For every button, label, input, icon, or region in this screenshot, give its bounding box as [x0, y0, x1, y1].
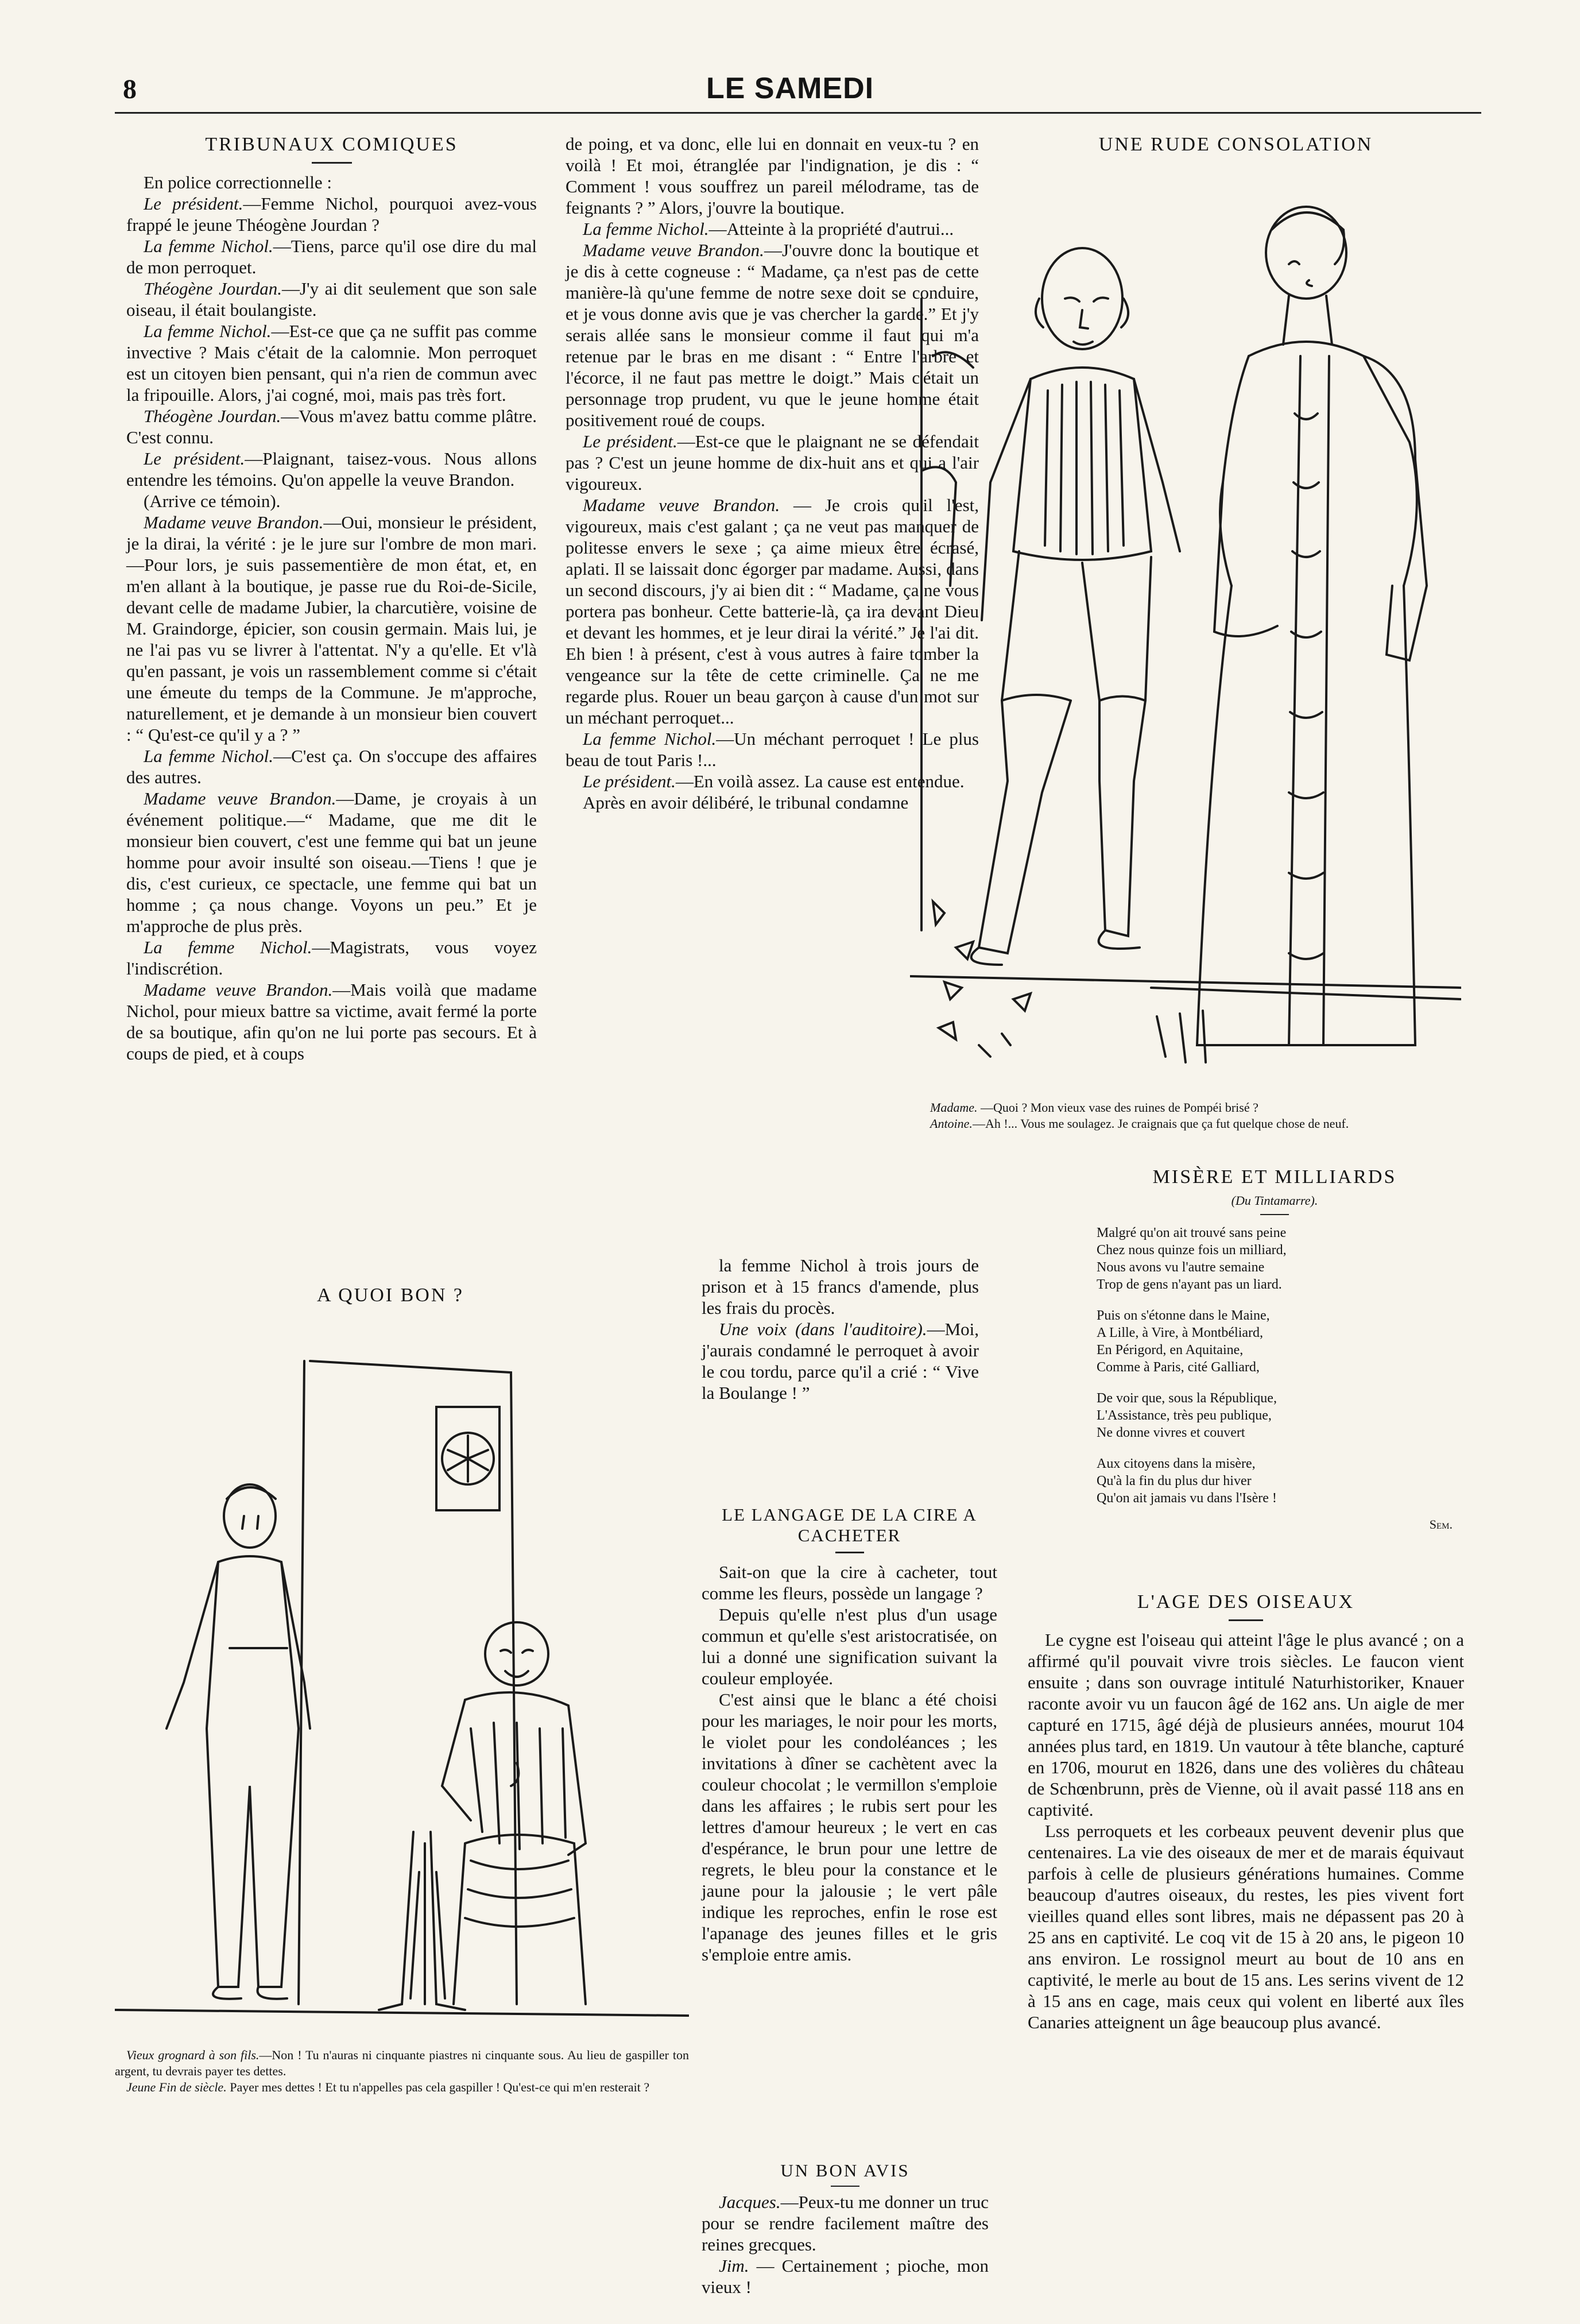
paragraph: Le cygne est l'oiseau qui atteint l'âge le plus avancé ; on a affirmé qu'il pouvait vivre trois siècles. Le faucon vient ensuite ; dans son ouvrage intitulé Naturhistoriker, Knauer raconte avoir vu un faucon âgé de 162 ans. Un aigle de mer capturé en 1715, âgé déjà de plusieurs années, mourut 104 années plus tard, en 1819. Un vautour à tête blanche, capturé en 1706, mourut en 1826, dans une des volières du château de Schœnbrunn, près de Vienne, où il avait passé 118 ans en captivité. — [1028, 1630, 1464, 1820]
speaker-name: La femme Nichol. — [144, 746, 274, 766]
caption-speaker: Antoine. — [930, 1116, 973, 1131]
masthead-title: LE SAMEDI — [706, 72, 874, 105]
paragraph — [126, 788, 537, 937]
caption-line — [115, 2047, 689, 2079]
poem-line: De voir que, sous la République, — [1097, 1391, 1277, 1406]
paragraph-text: la femme Nichol à trois jours de prison et à 15 francs d'amende, plus les frais du procès. — [702, 1255, 979, 1318]
speaker-name: Madame veuve Brandon. — [583, 240, 764, 260]
title-rule — [312, 162, 352, 164]
oiseaux-title: L'AGE DES OISEAUX — [1137, 1591, 1355, 1613]
paragraph-text: —Femme Nichol, pourquoi avez-vous frappé le jeune Théogène Jourdan ? — [126, 194, 537, 235]
speaker-name: La femme Nichol. — [144, 937, 312, 957]
langage-title: LE LANGAGE DE LA CIRE A CACHETER — [722, 1505, 977, 1545]
speaker-name: La femme Nichol. — [583, 729, 717, 749]
caption-text: —Quoi ? Mon vieux vase des ruines de Pompéi brisé ? — [977, 1100, 1258, 1115]
paragraph — [702, 1318, 979, 1403]
poem-signature: Sem. — [1429, 1517, 1453, 1532]
paragraph — [126, 320, 537, 405]
paragraph-text: —Oui, monsieur le président, je la dirai, la vérité : je le jure sur l'ombre de mon mari.—Pour lors, je suis passementière de mon état, et, en m'en allant à la boutique, je passe rue du Roi-de-Sicile, devant celle de madame Jubier, la charcutière, voisine de M. Graindorge, épicier, son cousin germain. Mais lui, je ne l'ai pas vu se livrer à l'attentat. N'y a qu'elle. Et v'là qu'en passant, je vois un rassemblement comme si c'était une émeute du temps de la Commune. Je m'approche, naturellement, et je demande à un monsieur bien couvert : “ Qu'est-ce qu'il y a ? ” — [126, 512, 537, 745]
paragraph — [126, 937, 537, 979]
oiseaux-rule — [1229, 1619, 1263, 1621]
paragraph-text: —C'est ça. On s'occupe des affaires des autres. — [126, 746, 537, 787]
paragraph-text: —Est-ce que ça ne suffit pas comme invective ? Mais c'était de la calomnie. Mon perroquet est un citoyen bien pensant, qui n'a rien de commun avec la fripouille. Alors, j'ai cogné, moi, mais pas très fort. — [126, 321, 537, 405]
paragraph-text: de poing, et va donc, elle lui en donnait en veux-tu ? en voilà ! Et moi, étranglée par l'indignation, je dis : “ Comment ! vous souffrez un pareil mélodrame, tas de feignants ? ” Alors, j'ouvre la boutique. — [566, 134, 979, 218]
speaker-name: Madame veuve Brandon. — [583, 495, 780, 515]
rude-title: UNE RUDE CONSOLATION — [1098, 134, 1373, 155]
rude-consolation — [910, 133, 1461, 156]
paragraph-text: —Peux-tu me donner un truc pour se rendre facilement maître des reines grecques. — [702, 2192, 989, 2255]
paragraph: C'est ainsi que le blanc a été choisi pour les mariages, le noir pour les morts, le violet pour les condoléances ; les invitations à dîner se cachètent avec la couleur chocolat ; le vermillon s'emploie dans les affaires ; le rubis sert pour les lettres d'amour heureux ; le vert en cas d'espérance, le brun pour une lettre de regrets, le bleu pour la constance et le jaune pour la jalousie ; le vert pâle indique les reproches, enfin le rose est l'apanage des jeunes filles et le gris s'emploie entre amis. — [702, 1689, 997, 1965]
paragraph — [126, 745, 537, 788]
rude-caption — [919, 1100, 1453, 1132]
paragraph: Depuis qu'elle n'est plus d'un usage commun et qu'elle s'est aristocratisée, on lui a donné une signification suivant la couleur employée. — [702, 1604, 997, 1688]
misere-rule — [1260, 1214, 1289, 1215]
speaker-name: Jacques. — [719, 2192, 781, 2212]
poem-line: Qu'à la fin du plus dur hiver — [1097, 1474, 1252, 1488]
tribunaux-verdict — [702, 1255, 979, 1403]
paragraph-text: —J'y ai dit seulement que son sale oiseau, il était boulangiste. — [126, 279, 537, 320]
caption-text: —Ah !... Vous me soulagez. Je craignais que ça fut quelque chose de neuf. — [972, 1116, 1349, 1131]
paragraph — [126, 979, 537, 1064]
paragraph — [702, 1255, 979, 1318]
speaker-name: La femme Nichol. — [144, 321, 272, 341]
poem-line: L'Assistance, très peu publique, — [1097, 1408, 1272, 1423]
paragraph-text: —Est-ce que le plaignant ne se défendait pas ? C'est un jeune homme de dix-huit ans et qui a l'air vigoureux. — [566, 431, 979, 494]
paragraph-text: —En voilà assez. La cause est entendue. — [675, 771, 965, 791]
avis-article — [702, 2159, 989, 2298]
speaker-name: Le président. — [583, 431, 677, 451]
paragraph-text: — Je crois qu'il l'est, vigoureux, mais c'est galant ; ça ne veut pas manquer de politesse envers le sexe ; ça aime mieux être écrasé, aplati. Il se laissait donc égorger par madame. Aussi, dans un second discours, j'y ai bien dit : “ Madame, ça ne vous portera pas bonheur. Cette batterie-là, ça ira devant Dieu et devant les hommes, et je leur dirai la vérité.” Je l'ai dit. Eh bien ! à présent, c'est à vous autres à faire tomber la vengeance sur la tête de cette criminelle. Ça ne me regarde plus. Rouer un beau garçon à cause d'un mot sur un méchant perroquet... — [566, 495, 979, 728]
paragraph-text: —Moi, j'aurais condamné le perroquet à avoir le cou tordu, parce qu'il a crié : “ Vive la Boulange ! ” — [702, 1319, 979, 1403]
avis-title: UN BON AVIS — [780, 2160, 910, 2180]
poem-line: Nous avons vu l'autre semaine — [1097, 1260, 1265, 1275]
paragraph-text: —Dame, je croyais à un événement politique.—“ Madame, que me dit le monsieur bien couvert, c'est une femme qui bat un jeune homme pour avoir insulté son oiseau.—Tiens ! que je dis, c'est curieux, ce spectacle, une femme qui bat un homme ; ça nous change. Voyons un peu.” Et je m'approche de plus près. — [126, 788, 537, 936]
caption-speaker: Jeune Fin de siècle. — [126, 2080, 227, 2094]
langage-rule — [835, 1552, 864, 1553]
rude-illustration — [910, 184, 1461, 1091]
speaker-name: Théogène Jourdan. — [144, 406, 281, 426]
paragraph-text: —Tiens, parce qu'il ose dire du mal de mon perroquet. — [126, 236, 537, 277]
paragraph — [126, 172, 537, 193]
paragraph-text: —Un méchant perroquet ! Le plus beau de tout Paris !... — [566, 729, 979, 770]
paragraph — [126, 405, 537, 448]
paragraph-text: —Atteinte à la propriété d'autrui... — [708, 219, 954, 239]
speaker-name: Jim. — [719, 2256, 749, 2276]
paragraph-text: — Certainement ; pioche, mon vieux ! — [702, 2256, 989, 2297]
aquoi-caption — [115, 2047, 689, 2095]
speaker-name: Le président. — [583, 771, 676, 791]
speaker-name: Une voix (dans l'auditoire). — [719, 1319, 927, 1339]
paragraph: Lss perroquets et les corbeaux peuvent devenir plus que centenaires. La vie des oiseaux de mer et de marais équivaut parfois à celle de plusieurs générations humaines. Comme beaucoup d'autres oiseaux, du restes, les pies vivent fort vieilles quand elles sont libres, mais ne dépassent pas 20 à 25 ans en captivité. Le coq vit de 15 à 20 ans, le pigeon 10 ans environ. Le rossignol meurt au bout de 10 ans en captivité, le merle au bout de 15 ans. Les serins vivent de 12 à 15 ans en cage, mais ceux qui volent en liberté aux îles Canaries atteignent un âge beaucoup plus avancé. — [1028, 1821, 1464, 2032]
speaker-name: Madame veuve Brandon. — [144, 788, 336, 809]
page-number: 8 — [123, 74, 137, 105]
masthead-rule — [115, 112, 1481, 114]
poem-line: Aux citoyens dans la misère, — [1097, 1456, 1256, 1471]
misere-source: (Du Tintamarre). — [1231, 1193, 1318, 1208]
tribunaux-article — [126, 133, 537, 1064]
paragraph — [126, 278, 537, 320]
poem-line: En Périgord, en Aquitaine, — [1097, 1343, 1244, 1358]
caption-speaker: Madame. — [930, 1100, 978, 1115]
caption-speaker: Vieux grognard à son fils. — [126, 2048, 260, 2062]
poem-line: A Lille, à Vire, à Montbéliard, — [1097, 1325, 1264, 1340]
caption-text: Payer mes dettes ! Et tu n'appelles pas cela gaspiller ! Qu'est-ce qui m'en resterait ? — [226, 2080, 650, 2094]
caption-text: —Non ! Tu n'auras ni cinquante piastres ni cinquante sous. Au lieu de gaspiller ton argent, tu devrais payer tes dettes. — [115, 2048, 689, 2078]
tribunaux-title: TRIBUNAUX COMIQUES — [205, 134, 458, 155]
speaker-name: Madame veuve Brandon. — [144, 512, 324, 532]
paragraph — [702, 2255, 989, 2298]
poem-stanza — [1097, 1224, 1453, 1293]
misere-title: MISÈRE ET MILLIARDS — [1152, 1166, 1397, 1188]
paragraph-text: (Arrive ce témoin). — [144, 491, 281, 511]
poem-line: Comme à Paris, cité Galliard, — [1097, 1360, 1260, 1375]
paragraph-text: —Vous m'avez battu comme plâtre. C'est connu. — [126, 406, 537, 447]
paragraph-text: En police correctionnelle : — [144, 172, 332, 192]
poem-line: Ne donne vivres et couvert — [1097, 1425, 1245, 1440]
speaker-name: Le président. — [144, 194, 243, 214]
aquoi-title: A QUOI BON ? — [316, 1285, 464, 1306]
speaker-name: La femme Nichol. — [583, 219, 709, 239]
misere-poem — [1097, 1166, 1453, 1532]
speaker-name: Le président. — [144, 448, 245, 469]
caption-line — [115, 2079, 689, 2095]
paragraph-text: —Plaignant, taisez-vous. Nous allons entendre les témoins. Qu'on appelle la veuve Brandon. — [126, 448, 537, 490]
paragraph — [126, 193, 537, 235]
poem-stanza — [1097, 1307, 1453, 1376]
paragraph-text: —J'ouvre donc la boutique et je dis à cette cogneuse : “ Madame, ça n'est pas de cette manière-là qu'une femme de notre sexe doit se conduire, et je vous donne avis que je vas chercher la garde.” Et j'y serais allée sans le monsieur comme il faut qui m'a retenue par le bras en me disant : “ Entre l'arbre et l'écorce, il ne faut pas mettre le doigt.” Mais c'était un personnage trop prudent, vu que le jeune homme était positivement roué de coups. — [566, 240, 979, 430]
poem-line: Trop de gens n'ayant pas un liard. — [1097, 1277, 1282, 1292]
paragraph — [126, 512, 537, 745]
speaker-name: Madame veuve Brandon. — [144, 980, 333, 1000]
poem-stanza — [1097, 1390, 1453, 1441]
langage-article — [702, 1505, 997, 1965]
poem-line: Qu'on ait jamais vu dans l'Isère ! — [1097, 1491, 1277, 1506]
paragraph-text: —Magistrats, vous voyez l'indiscrétion. — [126, 937, 537, 979]
speaker-name: Théogène Jourdan. — [144, 279, 282, 299]
paragraph-text: —Mais voilà que madame Nichol, pour mieux battre sa victime, avait fermé la porte de sa boutique, afin qu'on ne lui porte pas secours. Et à coups de pied, et à coups — [126, 980, 537, 1064]
poem-stanza — [1097, 1455, 1453, 1507]
aquoi-illustration — [115, 1327, 689, 2044]
poem-body — [1097, 1224, 1453, 1507]
paragraph — [126, 235, 537, 278]
paragraph: Sait-on que la cire à cacheter, tout comme les fleurs, possède un langage ? — [702, 1562, 997, 1603]
paragraph — [126, 490, 537, 512]
poem-line: Chez nous quinze fois un milliard, — [1097, 1243, 1287, 1258]
oiseaux-article — [1028, 1591, 1464, 2033]
paragraph — [126, 448, 537, 490]
caption-line — [919, 1116, 1453, 1132]
avis-rule — [831, 2186, 859, 2187]
poem-line: Malgré qu'on ait trouvé sans peine — [1097, 1225, 1287, 1240]
poem-line: Puis on s'étonne dans le Maine, — [1097, 1308, 1270, 1323]
paragraph — [702, 2191, 989, 2255]
caption-line — [919, 1100, 1453, 1116]
speaker-name: La femme Nichol. — [144, 236, 273, 256]
tribunaux-body — [126, 172, 537, 1064]
paragraph-text: Après en avoir délibéré, le tribunal condamne — [583, 792, 909, 813]
